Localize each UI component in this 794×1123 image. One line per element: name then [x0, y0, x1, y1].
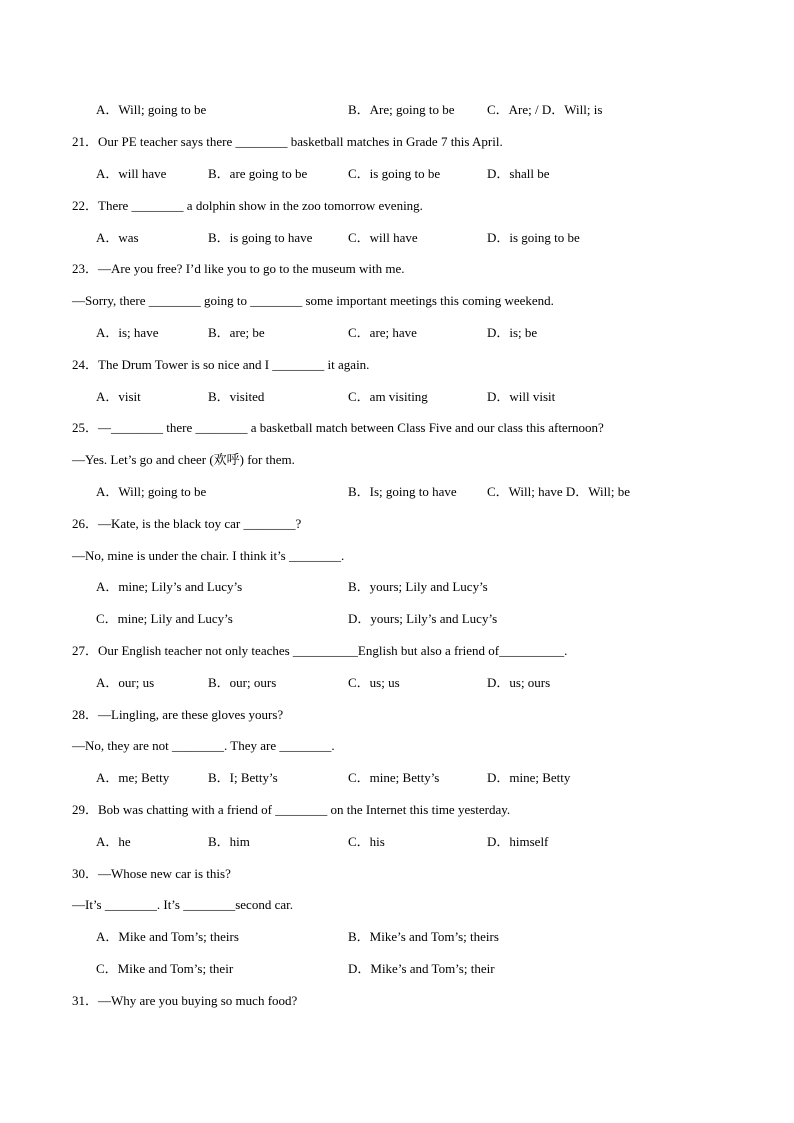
question-29-stem: 29．Bob was chatting with a friend of ________ on the Internet this time yesterday.: [72, 802, 511, 817]
option-c: C．is going to be: [348, 166, 441, 181]
option-d: D．shall be: [487, 166, 550, 181]
question-31-stem: 31．—Why are you buying so much food?: [72, 993, 298, 1008]
option-c: C．Mike and Tom’s; their: [96, 961, 234, 976]
option-d: D．will visit: [487, 389, 556, 404]
option-d: D．is; be: [487, 325, 538, 340]
option-b: B．yours; Lily and Lucy’s: [348, 579, 488, 594]
question-26-reply: —No, mine is under the chair. I think it’s ________.: [72, 548, 345, 563]
option-c-d: C．Are; / D．Will; is: [487, 102, 603, 117]
option-a: A．was: [96, 230, 139, 245]
question-25-stem: 25．—________ there ________ a basketball match between Class Five and our class this afternoon?: [72, 420, 604, 435]
option-b: B．visited: [208, 389, 265, 404]
option-a: A．Will; going to be: [96, 484, 207, 499]
option-d: D．himself: [487, 834, 549, 849]
option-a: A．Will; going to be: [96, 102, 207, 117]
option-d: D．us; ours: [487, 675, 551, 690]
option-c: C．are; have: [348, 325, 417, 340]
option-b: B．Mike’s and Tom’s; theirs: [348, 929, 499, 944]
question-30-reply: —It’s ________. It’s ________second car.: [72, 897, 293, 912]
question-23-stem: 23．—Are you free? I’d like you to go to the museum with me.: [72, 261, 405, 276]
option-a: A．he: [96, 834, 131, 849]
question-25-reply: —Yes. Let’s go and cheer (欢呼) for them.: [72, 452, 295, 467]
option-c: C．mine; Lily and Lucy’s: [96, 611, 233, 626]
option-a: A．Mike and Tom’s; theirs: [96, 929, 239, 944]
question-28-stem: 28．—Lingling, are these gloves yours?: [72, 707, 284, 722]
option-b: B．is going to have: [208, 230, 313, 245]
option-c: C．us; us: [348, 675, 400, 690]
question-23-reply: —Sorry, there ________ going to ________ some important meetings this coming weekend.: [72, 293, 554, 308]
option-d: D．Mike’s and Tom’s; their: [348, 961, 495, 976]
option-a: A．will have: [96, 166, 167, 181]
option-c: C．mine; Betty’s: [348, 770, 440, 785]
question-26-stem: 26．—Kate, is the black toy car ________?: [72, 516, 302, 531]
option-d: D．mine; Betty: [487, 770, 571, 785]
option-c-d: C．Will; have D．Will; be: [487, 484, 631, 499]
question-27-stem: 27．Our English teacher not only teaches __________English but also a friend of__________.: [72, 643, 568, 658]
option-c: C．will have: [348, 230, 418, 245]
option-b: B．our; ours: [208, 675, 277, 690]
option-a: A．is; have: [96, 325, 159, 340]
option-a: A．mine; Lily’s and Lucy’s: [96, 579, 243, 594]
question-28-reply: —No, they are not ________. They are ________.: [72, 738, 335, 753]
question-24-stem: 24．The Drum Tower is so nice and I ________ it again.: [72, 357, 370, 372]
question-22-stem: 22．There ________ a dolphin show in the zoo tomorrow evening.: [72, 198, 423, 213]
option-b: B．Is; going to have: [348, 484, 457, 499]
question-21-stem: 21．Our PE teacher says there ________ basketball matches in Grade 7 this April.: [72, 134, 503, 149]
option-b: B．are going to be: [208, 166, 308, 181]
option-b: B．Are; going to be: [348, 102, 455, 117]
option-c: C．am visiting: [348, 389, 428, 404]
option-b: B．I; Betty’s: [208, 770, 278, 785]
option-d: D．yours; Lily’s and Lucy’s: [348, 611, 498, 626]
option-a: A．our; us: [96, 675, 155, 690]
question-30-stem: 30．—Whose new car is this?: [72, 866, 231, 881]
option-a: A．visit: [96, 389, 141, 404]
option-b: B．him: [208, 834, 250, 849]
option-d: D．is going to be: [487, 230, 580, 245]
option-c: C．his: [348, 834, 385, 849]
option-a: A．me; Betty: [96, 770, 170, 785]
option-b: B．are; be: [208, 325, 265, 340]
